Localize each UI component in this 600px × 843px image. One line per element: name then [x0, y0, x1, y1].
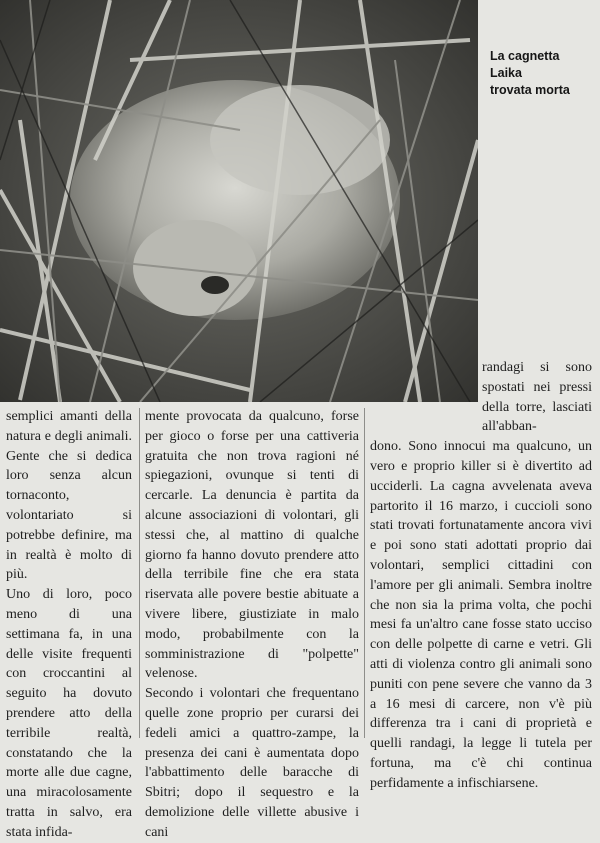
photo-caption: [490, 48, 594, 99]
caption-line: trovata morta: [490, 83, 570, 97]
paragraph: Uno di loro, poco meno di una settimana fa, in una delle visite frequenti con croccantini al seguito ha dovuto prendere atto della terribile realtà, constatando che la morte alle due cagne, una miracolosamente tratta in salvo, era stata infida-: [6, 587, 132, 840]
article-column-3: [370, 358, 592, 794]
column-divider: [364, 408, 365, 738]
paragraph: Secondo i volontari che frequentano quelle zone proprio per curarsi dei fedeli amici a quattro-zampe, la presenza dei cani è aumentata dopo l'abbattimento delle baracche di Sbitri; dopo il sequestro e la demolizione delle villette abusive i cani: [145, 686, 359, 840]
column-divider: [139, 408, 140, 738]
paragraph: mente provocata da qualcuno, forse per gioco o forse per una cattiveria gratuita che non trova ragioni né spiegazioni, ovunque si tenti di cercarle. La denuncia è partita da alcune associazioni di volontari, gli stessi che, al mattino di qualche giorno fa hanno dovuto prendere atto della terribile fine che era stata riservata alle povere bestie abituate a vivere libere, giustiziate in malo modo, probabilmente con la somministrazione di "polpette" velenose.: [145, 409, 359, 682]
paragraph: randagi si sono spostati nei pressi della torre, lasciati all'abban-: [482, 360, 592, 435]
paragraph: dono. Sono innocui ma qualcuno, un vero e proprio killer si è divertito ad ucciderli. La cagna avvelenata aveva partorito il 16 marzo, i cuccioli sono stati trovati fortunatamente ancora vivi e poi sono stati adottati proprio dai volontari, semplici cittadini con l'amore per gli animali. Sembra inoltre che non sia la prima volta, che pochi mesi fa un'altro cane fosse stato ucciso con delle polpette di carne e vetri. Gli atti di violenza contro gli animali sono puniti con pene severe che vanno da 3 a 16 mesi di carcere, non v'è più differenza tra i cani di proprietà e quelli randagi, la legge li tutela per fortuna, ma c'è chi continua perfidamente a infischiarsene.: [370, 439, 592, 791]
dead-dog-in-reeds-icon: [0, 0, 478, 402]
article-column-2: [145, 407, 359, 843]
caption-line: La cagnetta: [490, 49, 560, 63]
news-photo: [0, 0, 478, 402]
article-column-1: [6, 407, 132, 843]
paragraph: semplici amanti della natura e degli animali. Gente che si dedica loro senza alcun tornaconto, volontariato si potrebbe definire, ma in realtà è molto di più.: [6, 409, 132, 583]
caption-line: Laika: [490, 66, 522, 80]
